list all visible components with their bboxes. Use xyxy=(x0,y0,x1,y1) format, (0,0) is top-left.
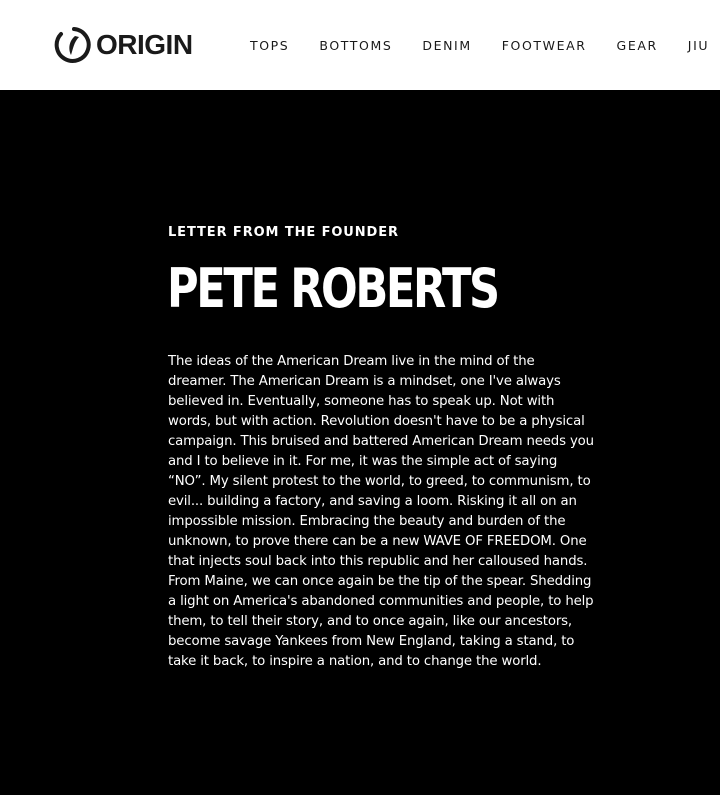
main-nav xyxy=(250,0,720,90)
nav-item-footwear[interactable]: FOOTWEAR xyxy=(501,37,587,53)
origin-logo-icon xyxy=(52,25,92,65)
nav-item-jiu[interactable]: JIU xyxy=(687,37,710,53)
logo-link[interactable] xyxy=(52,24,193,66)
brand-name: ORIGIN xyxy=(96,29,193,60)
nav-item-tops[interactable]: TOPS xyxy=(250,37,290,53)
nav-item-bottoms[interactable]: BOTTOMS xyxy=(319,37,393,53)
nav-item-gear[interactable]: GEAR xyxy=(616,37,658,53)
nav-item-denim[interactable]: DENIM xyxy=(422,37,472,53)
site-header xyxy=(0,0,720,90)
section-eyebrow: LETTER FROM THE FOUNDER xyxy=(168,225,399,240)
letter-body-text: The ideas of the American Dream live in the mind of the dreamer. The American Dream is a mindset, one I've always believed in. Eventually, someone has to speak up. Not with words, but with action. Revolution doesn't have to be a physical campaign. This bruised and battered American Dream needs you and I to believe in it. For me, it was the simple act of saying “NO”. My silent protest to the world, to greed, to communism, to evil... building a factory, and saving a loom. Risking it all on an impossible mission. Embracing the beauty and burden of the unknown, to prove there can be a new WAVE OF FREEDOM. One that injects soul back into this republic and her calloused hands. From Maine, we can once again be the tip of the spear. Shedding a light on America's abandoned communities and people, to help them, to tell their story, and to once again, like our ancestors, become savage Yankees from New England, taking a stand, to take it back, to inspire a nation, and to change the world. xyxy=(168,354,594,669)
founder-letter-section xyxy=(0,90,720,795)
founder-name-heading: PETE ROBERTS xyxy=(167,257,498,320)
